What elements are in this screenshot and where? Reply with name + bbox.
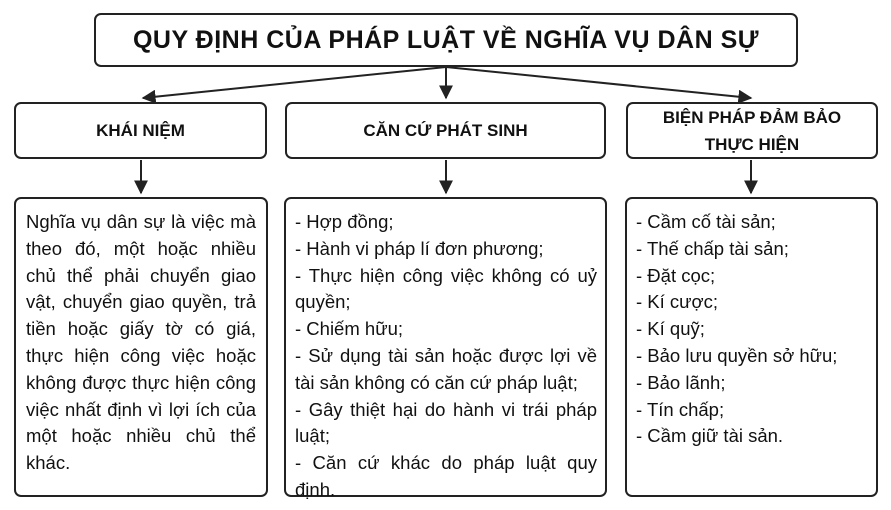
list-item: - Chiếm hữu; [295, 318, 404, 340]
measures-content-box [625, 197, 878, 497]
arrow-root-to-concept [143, 67, 446, 98]
list-item: - Kí cược; [636, 291, 719, 313]
list-item: - Hợp đồng; [295, 211, 394, 232]
list-item: - Sử dụng tài sản hoặc được lợi về tài sản không có căn cứ pháp luật; [295, 344, 597, 393]
list-item: - Bảo lãnh; [636, 371, 726, 393]
list-item: - Gây thiệt hại do hành vi trái pháp luật; [295, 398, 597, 447]
basis-content-box [284, 197, 607, 500]
list-item: - Thế chấp tài sản; [636, 237, 789, 259]
measures-heading-line1: BIỆN PHÁP ĐẢM BẢO [662, 107, 842, 127]
list-item: - Căn cứ khác do pháp luật quy định. [295, 452, 597, 500]
measures-list [636, 209, 868, 450]
root-title: QUY ĐỊNH CỦA PHÁP LUẬT VỀ NGHĨA VỤ DÂN SỰ [132, 25, 760, 54]
list-item: - Bảo lưu quyền sở hữu; [636, 344, 838, 366]
concept-heading-box [14, 102, 267, 159]
arrow-root-to-measures [446, 67, 751, 98]
list-item: - Đặt cọc; [636, 264, 716, 286]
list-item: - Cầm cố tài sản; [636, 211, 776, 232]
list-item: - Thực hiện công việc không có uỷ quyền; [295, 264, 597, 313]
list-item: - Tín chấp; [636, 398, 725, 420]
list-item: - Kí quỹ; [636, 318, 705, 340]
list-item: - Cầm giữ tài sản. [636, 425, 784, 447]
concept-content-box [14, 197, 268, 497]
concept-definition: Nghĩa vụ dân sự là việc mà theo đó, một hoặc nhiều chủ thể phải chuyển giao vật, chuyển giao quyền, trả tiền hoặc giấy tờ có giá, thực hiện công việc hoặc không được thực hiện công việc nhất định vì lợi ích của một hoặc nhiều chủ thể khác. [26, 211, 256, 474]
list-item: - Hành vi pháp lí đơn phương; [295, 237, 544, 259]
basis-heading-box [285, 102, 606, 159]
measures-heading-box [626, 102, 878, 159]
measures-heading [663, 104, 841, 158]
basis-list [295, 209, 597, 504]
root-title-box [94, 13, 798, 67]
concept-heading: KHÁI NIỆM [96, 121, 185, 140]
basis-heading: CĂN CỨ PHÁT SINH [363, 121, 528, 140]
measures-heading-line2: THỰC HIỆN [704, 134, 800, 154]
